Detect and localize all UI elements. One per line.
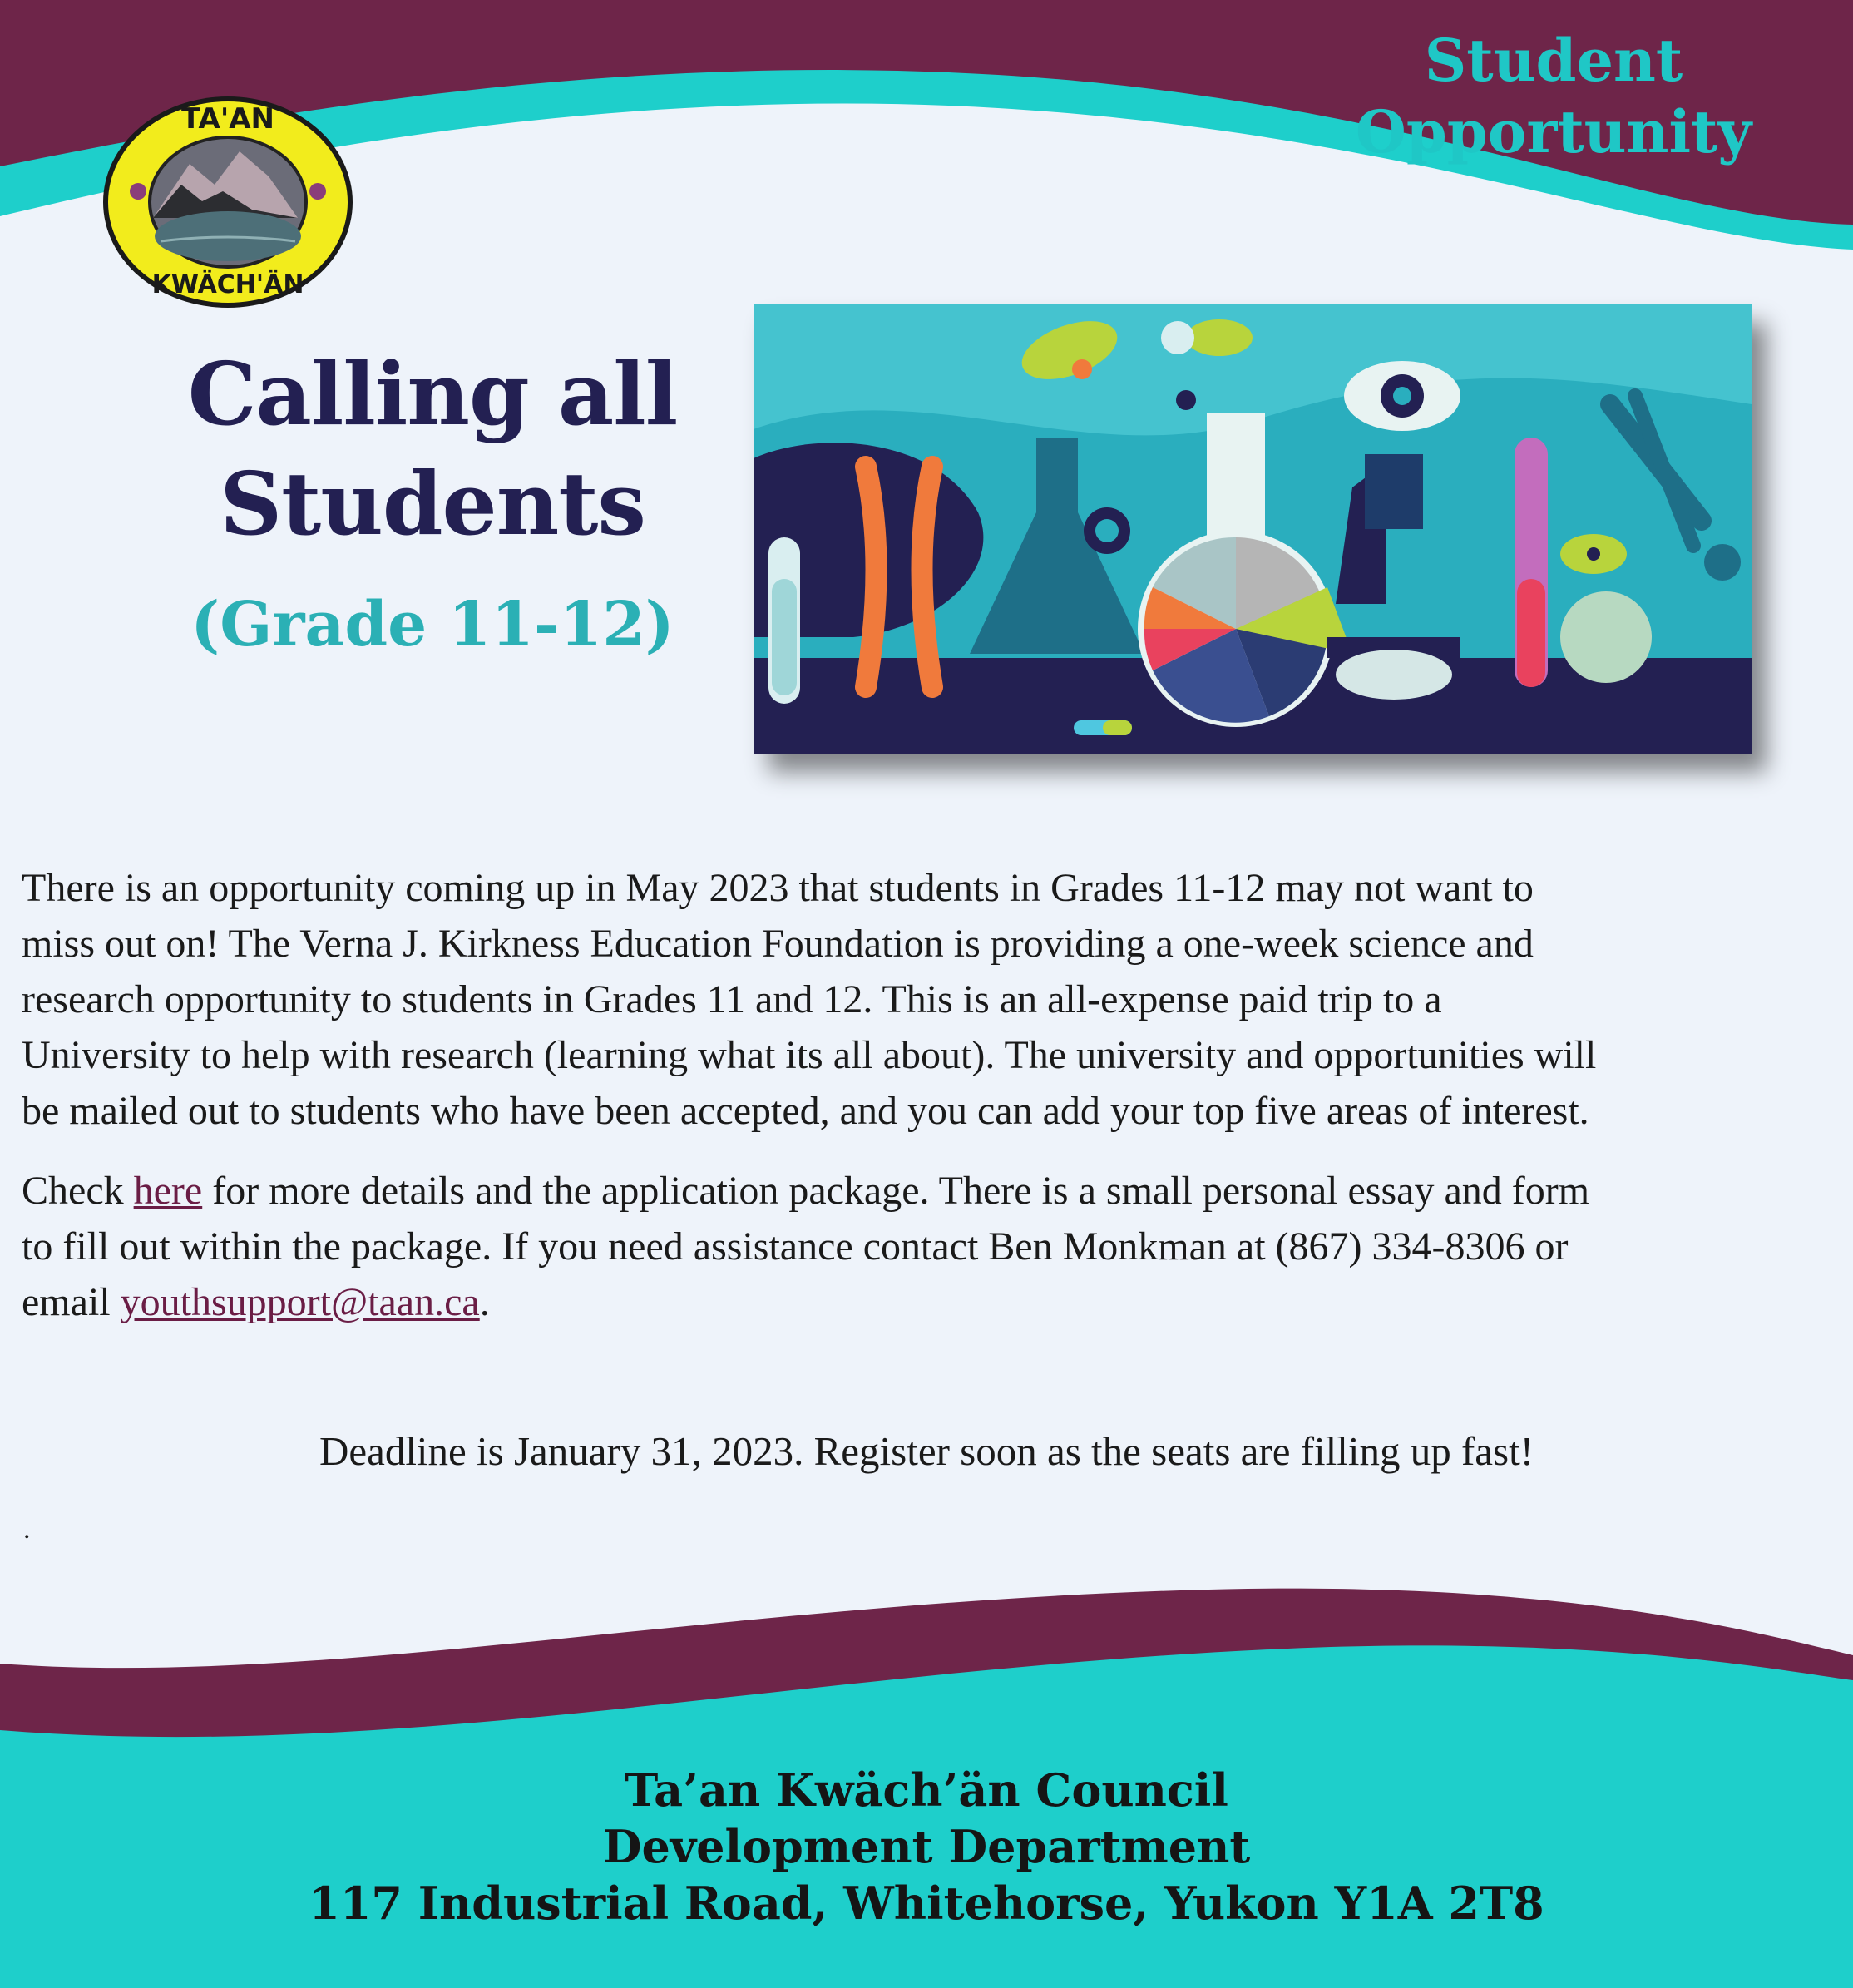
- para2-line1: [22, 1163, 1851, 1219]
- header-tag-line1: Student: [1424, 26, 1683, 95]
- para1-line: University to help with research (learning what its all about). The university and opportunities will: [22, 1033, 1597, 1077]
- logo-top-text: TA'AN: [180, 102, 275, 136]
- science-lab-illustration: [754, 304, 1752, 754]
- para2-line3: [22, 1274, 1851, 1330]
- logo-bottom-text: KWÄCH'ÄN: [151, 270, 304, 299]
- title-line1: Calling all: [187, 343, 678, 445]
- grade-subtitle: (Grade 11-12): [190, 589, 674, 660]
- taan-kwachan-logo: [98, 93, 358, 311]
- here-link[interactable]: here: [133, 1169, 203, 1213]
- details-paragraph: [22, 1163, 1851, 1330]
- para2-line3-before: email: [22, 1280, 121, 1324]
- student-opportunity-heading: [1321, 25, 1786, 168]
- para2-line1-after: for more details and the application package. There is a small personal essay and form: [202, 1169, 1590, 1213]
- stray-period: .: [23, 1514, 31, 1545]
- title-line2: Students: [220, 452, 645, 555]
- footer-address: 117 Industrial Road, Whitehorse, Yukon Y1A 2T8: [309, 1877, 1544, 1930]
- page-title: [100, 339, 765, 559]
- footer-org-name: Ta’an Kwäch’än Council: [625, 1763, 1228, 1817]
- intro-paragraph: [22, 860, 1851, 1139]
- para2-line3-after: .: [479, 1280, 490, 1324]
- deadline-notice: Deadline is January 31, 2023. Register soon as the seats are filling up fast!: [319, 1428, 1534, 1474]
- header-tag-line2: Opportunity: [1355, 97, 1752, 166]
- para2-line1-before: Check: [22, 1169, 134, 1213]
- para1-line: There is an opportunity coming up in May 2023 that students in Grades 11-12 may not want to: [22, 866, 1534, 910]
- para1-line: research opportunity to students in Grades 11 and 12. This is an all-expense paid trip to a: [22, 977, 1442, 1021]
- footer-department: Development Department: [602, 1820, 1251, 1873]
- para1-line: miss out on! The Verna J. Kirkness Education Foundation is providing a one-week science and: [22, 922, 1534, 966]
- email-link[interactable]: youthsupport@taan.ca: [120, 1280, 480, 1324]
- para2-line2: to fill out within the package. If you need assistance contact Ben Monkman at (867) 334-8306 or: [22, 1224, 1569, 1268]
- para1-line: be mailed out to students who have been accepted, and you can add your top five areas of interest.: [22, 1089, 1589, 1133]
